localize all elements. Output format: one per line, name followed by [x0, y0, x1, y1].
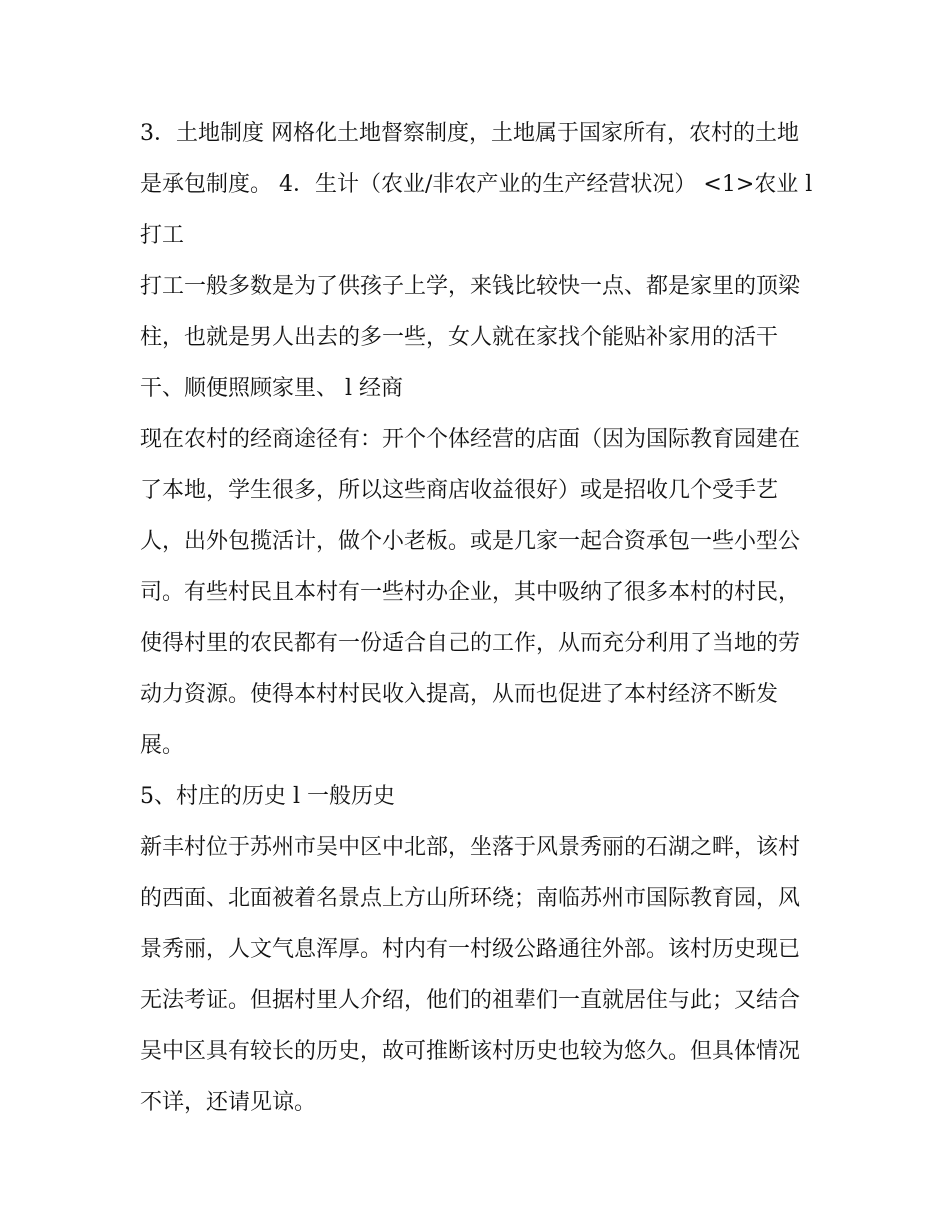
- paragraph-business: 现在农村的经商途径有：开个个体经营的店面（因为国际教育园建在了本地，学生很多，所以这些商店收益很好）或是招收几个受手艺人，出外包揽活计，做个小老板。或是几家一起合资承包一些小型公司。有些村民且本村有一些村办企业，其中吸纳了很多本村的村民，使得村里的农民都有一份适合自己的工作，从而充分利用了当地的劳动力资源。使得本村村民收入提高，从而也促进了本村经济不断发展。: [140, 427, 801, 758]
- paragraph-land-and-livelihood: 3．土地制度 网格化土地督察制度，土地属于国家所有，农村的土地是承包制度。 4．生计（农业/非农产业的生产经营状况） <1>农业 l 打工: [140, 121, 813, 248]
- paragraph-village-history-heading: 5、村庄的历史 l 一般历史: [140, 784, 396, 809]
- paragraph-village-history: 新丰村位于苏州市吴中区中北部，坐落于风景秀丽的石湖之畔，该村的西面、北面被着名景点上方山所环绕；南临苏州市国际教育园，风景秀丽，人文气息浑厚。村内有一村级公路通往外部。该村历史现已无法考证。但据村里人介绍，他们的祖辈们一直就居住与此；又结合吴中区具有较长的历史，故可推断该村历史也较为悠久。但具体情况不详，还请见谅。: [140, 835, 801, 1115]
- paragraph-migrant-work: 打工一般多数是为了供孩子上学，来钱比较快一点、都是家里的顶梁柱，也就是男人出去的多一些，女人就在家找个能贴补家用的活干干、顺便照顾家里、 l 经商: [140, 274, 801, 401]
- document-page: [140, 108, 820, 1128]
